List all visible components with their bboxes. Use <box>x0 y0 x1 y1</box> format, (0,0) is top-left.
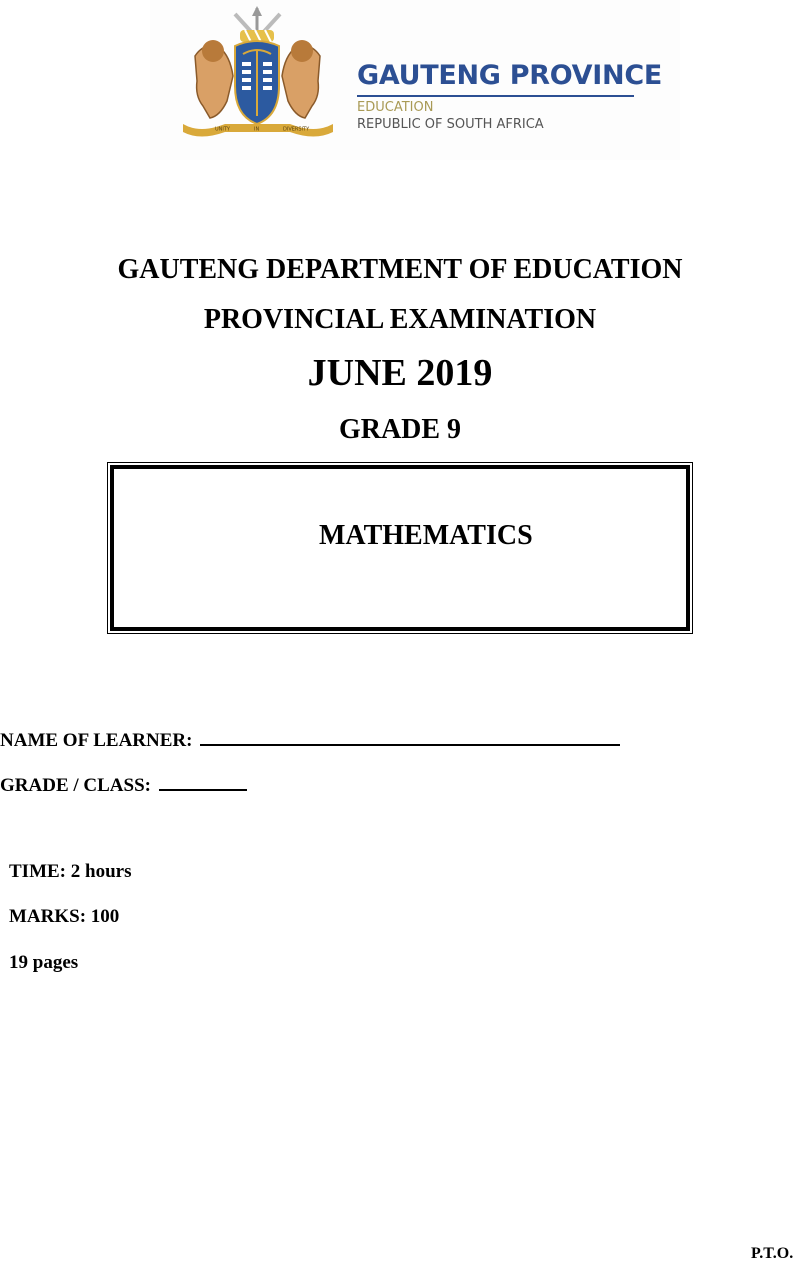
coat-of-arms-icon <box>175 6 340 141</box>
grade-class-label: GRADE / CLASS: <box>0 775 151 796</box>
grade-class-blank[interactable] <box>159 773 247 791</box>
learner-name-label: NAME OF LEARNER: <box>0 730 193 751</box>
motto-in: IN <box>254 126 260 133</box>
logo-title: GAUTENG PROVINCE <box>357 60 662 91</box>
grade-heading: GRADE 9 <box>338 414 462 445</box>
subject-box <box>107 462 693 634</box>
exam-time: TIME: 2 hours <box>9 861 132 882</box>
department-heading: GAUTENG DEPARTMENT OF EDUCATION <box>117 254 683 285</box>
subject-box-inner <box>110 465 690 631</box>
logo-department: EDUCATION <box>357 100 434 115</box>
subject-title: MATHEMATICS <box>319 520 533 551</box>
gauteng-logo <box>150 0 680 160</box>
logo-country: REPUBLIC OF SOUTH AFRICA <box>357 117 544 132</box>
motto-unity: UNITY <box>215 126 230 133</box>
exam-session-heading: JUNE 2019 <box>307 352 493 394</box>
please-turn-over: P.T.O. <box>751 1245 794 1262</box>
motto-diversity: DIVERSITY <box>283 126 310 133</box>
page-count: 19 pages <box>9 952 79 973</box>
grade-class-field <box>0 773 247 795</box>
exam-type-heading: PROVINCIAL EXAMINATION <box>203 304 597 335</box>
logo-divider <box>357 95 634 97</box>
learner-name-blank[interactable] <box>200 728 620 746</box>
exam-marks: MARKS: 100 <box>9 906 120 927</box>
learner-name-field <box>0 728 620 750</box>
